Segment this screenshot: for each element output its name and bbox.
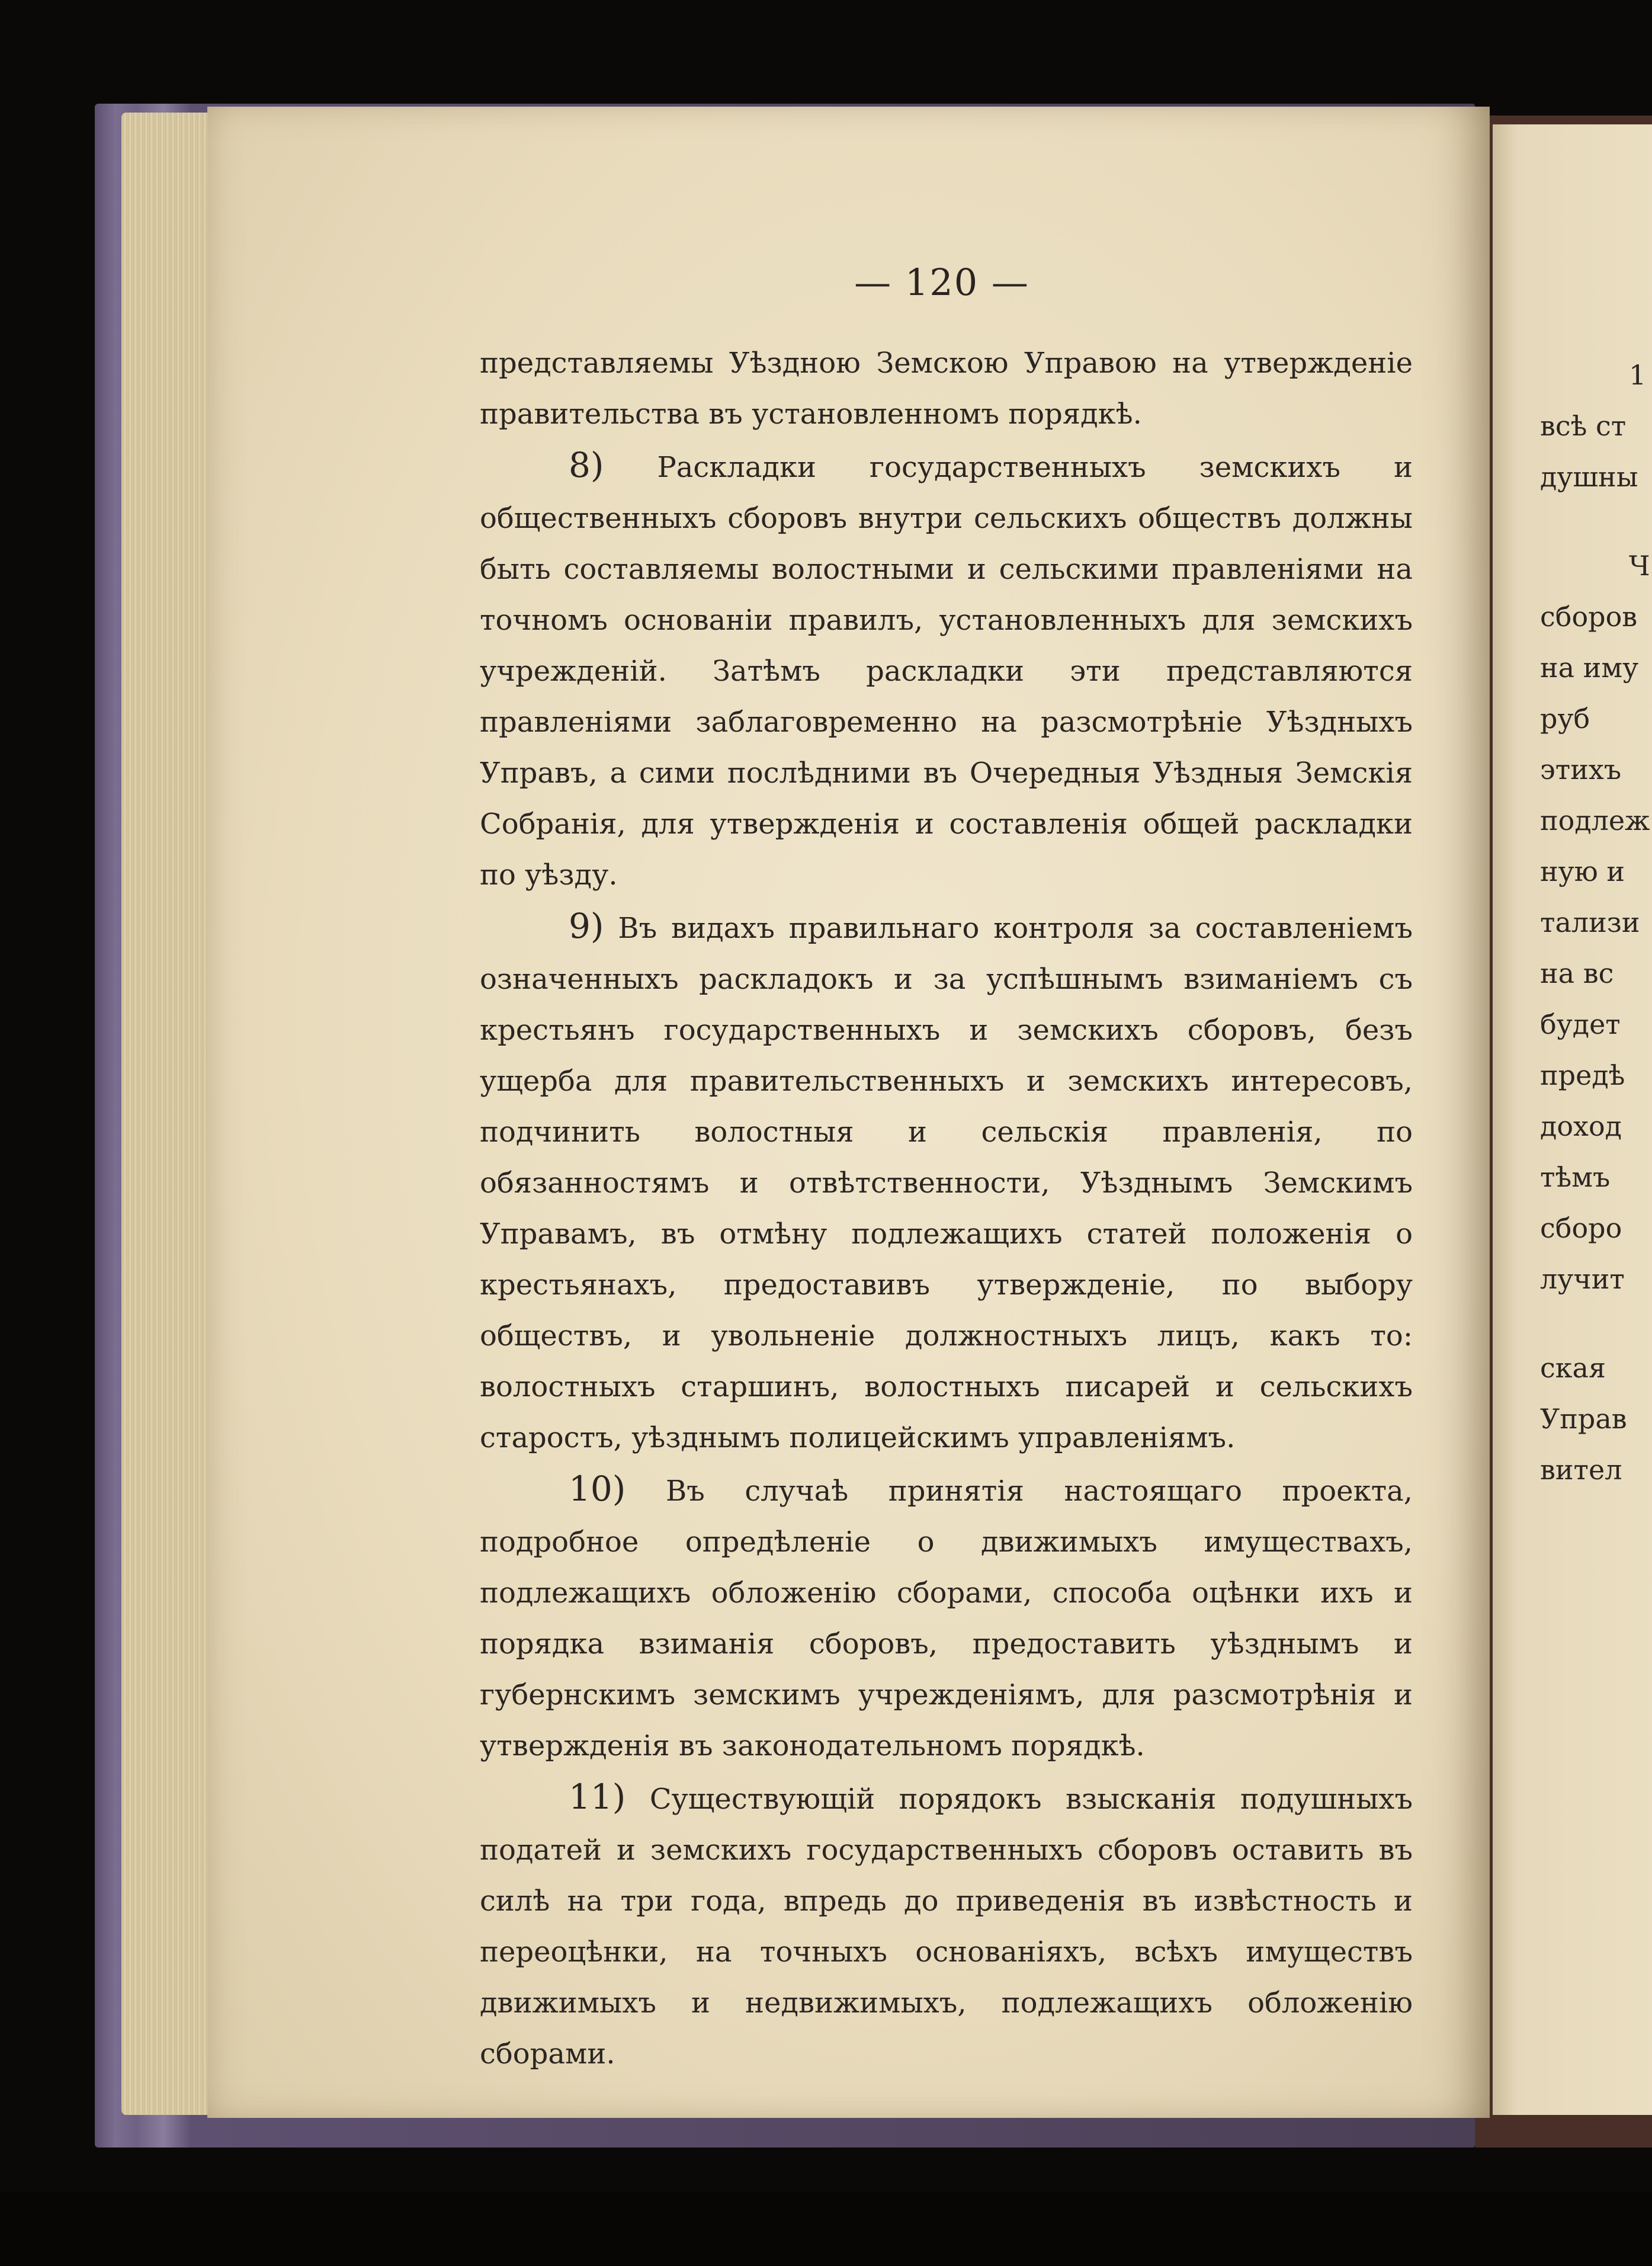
facing-page-line: предѣ (1540, 1059, 1625, 1091)
facing-page-line: этихъ (1540, 754, 1622, 786)
background-strip (0, 2192, 1652, 2266)
facing-page-line: тализи (1540, 906, 1640, 938)
facing-page-line: Управ (1540, 1403, 1627, 1435)
facing-page-line: доход (1540, 1110, 1622, 1142)
paragraph-text: Раскладки государственныхъ земскихъ и общественныхъ сборовъ внутри сельскихъ обществъ должны быть составляемы волостными и сельскими правленіями на точномъ основаніи правилъ, установленныхъ для земскихъ учрежденій. Затѣмъ раскладки эти представляются правленіями заблаговременно на разсмотрѣніе Уѣздныхъ Управъ, а сими послѣдними въ Очередныя Уѣздныя Земскія Собранія, для утвержденія и составленія общей раскладки по уѣзду. (480, 451, 1413, 892)
paragraph-number: 9) (569, 906, 604, 946)
page-text (480, 338, 1413, 2079)
facing-page-line: всѣ ст (1540, 410, 1627, 442)
facing-page-line: на вс (1540, 957, 1614, 989)
paragraph-9 (480, 900, 1413, 1463)
facing-page-line: на иму (1540, 652, 1639, 684)
paragraph-text: Въ видахъ правильнаго контроля за составленіемъ означенныхъ раскладокъ и за успѣшнымъ взиманіемъ съ крестьянъ государственныхъ и земскихъ сборовъ, безъ ущерба для правительственныхъ и земскихъ интересовъ, подчинить волостныя и сельскія правленія, по обязанностямъ и отвѣтственности, Уѣзднымъ Земскимъ Управамъ, въ отмѣну подлежащихъ статей положенія о крестьянахъ, предоставивъ утвержденіе, по выбору обществъ, и увольненіе должностныхъ лицъ, какъ то: волостныхъ старшинъ, волостныхъ писарей и сельскихъ старостъ, уѣзднымъ полицейскимъ управленіямъ. (480, 912, 1413, 1454)
page-number: — 120 — (854, 261, 1029, 304)
facing-page-line: ную и (1540, 855, 1625, 887)
paragraph-text: представляемы Уѣздною Земскою Управою на утвержденіе правительства въ установленномъ порядкѣ. (480, 347, 1413, 431)
facing-page-line: тѣмъ (1540, 1161, 1611, 1193)
paragraph-8 (480, 440, 1413, 900)
facing-page-line: сборов (1540, 601, 1638, 633)
facing-page-line: вител (1540, 1454, 1622, 1486)
paragraph-number: 8) (569, 445, 604, 485)
paragraph-text: Въ случаѣ принятія настоящаго проекта, подробное опредѣленіе о движимыхъ имуществахъ, подлежащихъ обложенію сборами, способа оцѣнки ихъ и порядка взиманія сборовъ, предоставить уѣзднымъ и губернскимъ земскимъ учрежденіямъ, для разсмотрѣнія и утвержденія въ законодательномъ порядкѣ. (480, 1475, 1413, 1762)
facing-page-line: будет (1540, 1008, 1621, 1040)
facing-page-line: подлеж (1540, 805, 1650, 836)
paragraph-11 (480, 1771, 1413, 2079)
paragraph-text: Существующій порядокъ взысканія подушныхъ податей и земскихъ государственныхъ сборовъ оставить въ силѣ на три года, впредь до приведенія въ извѣстность и переоцѣнки, на точныхъ основаніяхъ, всѣхъ имуществъ движимыхъ и недвижимыхъ, подлежащихъ обложенію сборами. (480, 1783, 1413, 2071)
paragraph-continuation (480, 338, 1413, 440)
paragraph-number: 11) (569, 1777, 626, 1817)
paragraph-10 (480, 1463, 1413, 1771)
facing-page-line: 1 (1629, 359, 1647, 391)
facing-page-line: душны (1540, 461, 1638, 493)
facing-page-line: Ч (1629, 550, 1650, 582)
facing-page-line: руб (1540, 703, 1590, 735)
facing-page-line: ская (1540, 1352, 1606, 1384)
facing-page-line: сборо (1540, 1212, 1622, 1244)
facing-page-text (1540, 350, 1652, 1495)
facing-page-line: лучит (1540, 1263, 1625, 1295)
paragraph-number: 10) (569, 1469, 626, 1509)
